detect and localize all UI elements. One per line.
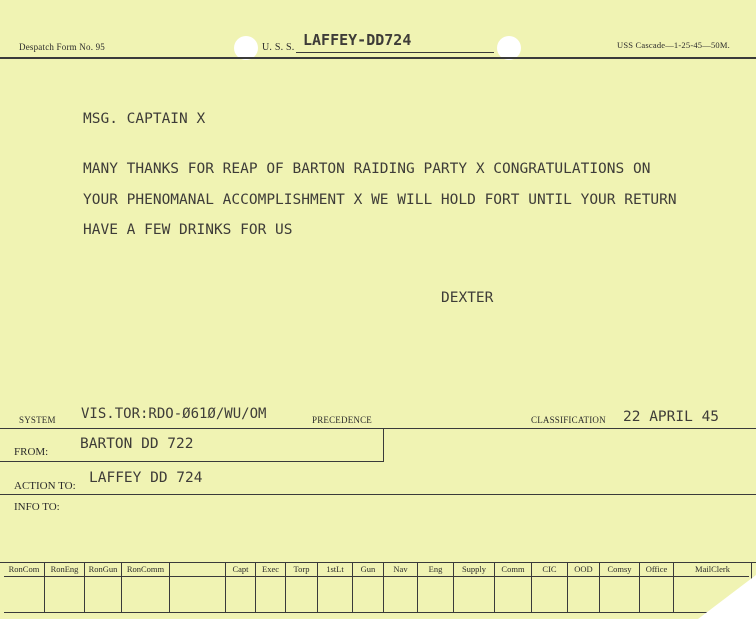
- system-value: VIS.TOR:RDO-Ø61Ø/WU/OM: [81, 406, 267, 422]
- routing-cell-roneng: RonEng: [44, 563, 84, 613]
- date-value: 22 APRIL 45: [623, 409, 720, 425]
- message-signature: DEXTER: [441, 290, 494, 306]
- from-label: FROM:: [14, 446, 49, 458]
- action-rule: [0, 494, 756, 495]
- action-value: LAFFEY DD 724: [89, 470, 203, 486]
- header-rule: [0, 57, 756, 59]
- routing-cell-capt: Capt: [225, 563, 255, 613]
- ship-prefix: U. S. S.: [262, 42, 295, 53]
- routing-cell-comsy: Comsy: [599, 563, 639, 613]
- message-line-3: HAVE A FEW DRINKS FOR US: [83, 222, 293, 238]
- classification-label: CLASSIFICATION: [531, 415, 606, 425]
- routing-cell-eng: Eng: [417, 563, 453, 613]
- form-number-label: Despatch Form No. 95: [19, 42, 105, 52]
- info-label: INFO TO:: [14, 501, 60, 513]
- routing-cell-gun: Gun: [352, 563, 383, 613]
- grid-bottom-rule: [4, 612, 749, 613]
- system-label: SYSTEM: [19, 415, 56, 425]
- routing-cell-blank: [169, 563, 225, 613]
- routing-cell-exec: Exec: [255, 563, 285, 613]
- precedence-label: PRECEDENCE: [312, 415, 373, 425]
- routing-cell-comm: Comm: [494, 563, 531, 613]
- from-box-bottom: [0, 461, 384, 462]
- message-address: MSG. CAPTAIN X: [83, 111, 206, 127]
- grid-header-rule: [4, 576, 749, 577]
- routing-cell-1stlt: 1stLt: [317, 563, 352, 613]
- from-value: BARTON DD 722: [80, 436, 194, 452]
- printer-note: USS Cascade—1-25-45—50M.: [617, 40, 730, 50]
- routing-cell-roncomm: RonComm: [121, 563, 169, 613]
- routing-cell-nav: Nav: [383, 563, 417, 613]
- message-line-2: YOUR PHENOMANAL ACCOMPLISHMENT X WE WILL HOLD FORT UNTIL YOUR RETURN: [83, 192, 677, 208]
- routing-cell-roncom: RonCom: [8, 564, 40, 574]
- routing-cell-supply: Supply: [453, 563, 494, 613]
- ship-name: LAFFEY-DD724: [303, 31, 412, 49]
- routing-cell-mailclerk: MailClerk: [673, 563, 752, 613]
- from-box-right: [383, 428, 384, 462]
- routing-grid: [4, 563, 752, 613]
- action-label: ACTION TO:: [14, 480, 76, 492]
- routing-cell-cic: CIC: [531, 563, 567, 613]
- routing-cell-torp: Torp: [285, 563, 317, 613]
- ship-name-underline: [296, 52, 494, 53]
- routing-cell-ood: OOD: [567, 563, 599, 613]
- routing-cell-rongun: RonGun: [84, 563, 121, 613]
- routing-cell-office: Office: [639, 563, 673, 613]
- system-rule: [0, 428, 756, 429]
- folded-corner: [698, 575, 756, 619]
- message-line-1: MANY THANKS FOR REAP OF BARTON RAIDING PARTY X CONGRATULATIONS ON: [83, 161, 651, 177]
